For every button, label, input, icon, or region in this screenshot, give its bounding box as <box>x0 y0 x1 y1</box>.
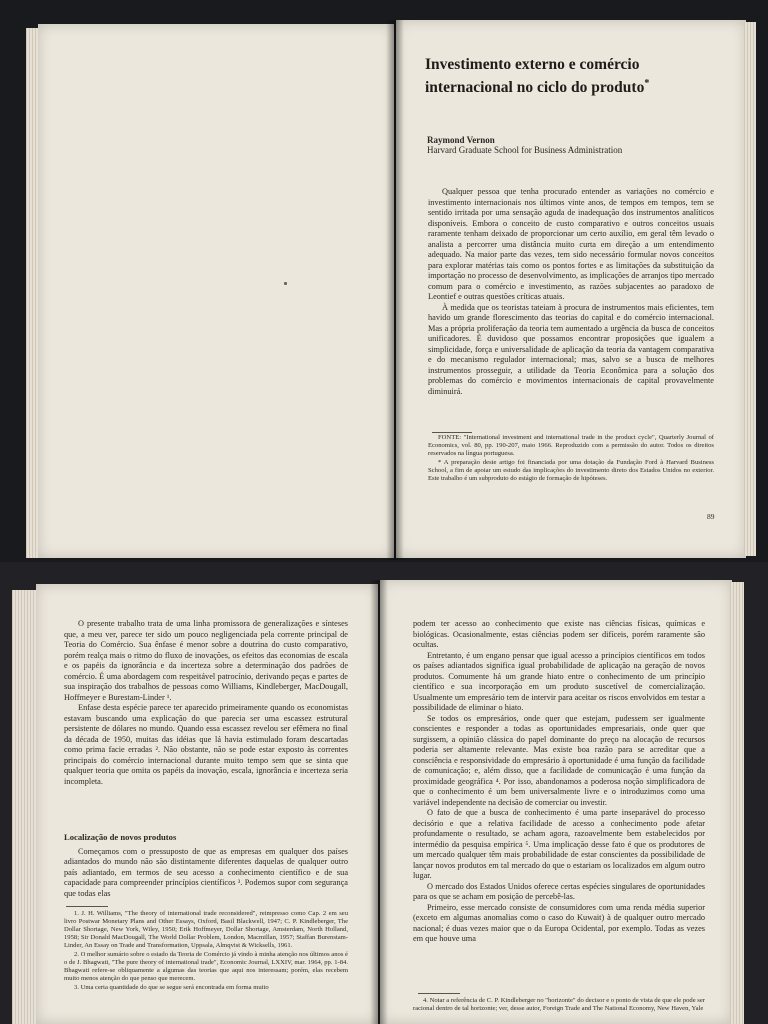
paragraph: Enfase desta espécie parece ter aparecido primeiramente quando os economistas estavam buscando uma explicação do que parecia ser uma escassez estrutural persistente de dólares no mundo. Quando essa escassez revelou ser efêmera no final da década de 1950, muitas das idéias que lá havia estimulado foram descartadas como prima facie erradas ². Não obstante, não se pode estar exposto às correntes principais do comércio internacional durante muito tempo sem que se sinta que qualquer teoria que omita os papéis da inovação, escala, ignorância e incerteza seria incompleta. <box>64 703 348 786</box>
paragraph: Qualquer pessoa que tenha procurado entender as variações no comércio e investimento internacionais nos últimos vinte anos, de tempos em tempos, tem se sentido irritada por uma sensação aguda de inadequação dos instrumentos analíticos disponíveis. Embora o conceito de custo comparativo e outros conceitos usuais raramente tenham deixado de proporcionar um certo auxílio, em geral têm levado o analista a percorrer uma distância muito curta em direção a um entendimento adequado. Na maior parte das vezes, tem sido necessário formular novos conceitos para explorar matérias tais como os pontos fortes e as limitações da substituição da importação no processo de desenvolvimento, as implicações de arranjos tipo mercado comum para o comércio e investimento, as razões subjacentes ao paradoxo de Leontief e outras questões críticas atuais. <box>428 187 714 301</box>
paragraph: Primeiro, esse mercado consiste de consumidores com uma renda média superior (exceto em algumas anomalias como o caso do Kuwait) à de qualquer outro mercado nacional; é duas vezes maior que o da Europa Ocidental, por exemplo. Todas as vezes em que houve uma <box>413 902 705 943</box>
footnote-rule <box>66 906 108 907</box>
page-edges-right <box>730 582 744 1024</box>
footnotes-right <box>413 997 705 1023</box>
left-section <box>64 826 348 900</box>
footnote: 4. Notar a referência de C. P. Kindleberger no "horizonte" do decisor e o ponto de vista de que ele pode ser racional dentro de tal horizonte; ver, desse autor, Foreign Trade and The National Economy, New Haven, Yale <box>413 997 705 1012</box>
paragraph: Entretanto, é um engano pensar que igual acesso a princípios científicos em todos os países adiantados significa igual probabilidade de aplicação na geração de novos produtos. Comumente há um grande hiato entre o conhecimento de um princípio científico e sua incorporação em um produto suscetível de comercialização. Usualmente um empresário tem de intervir para aceitar os riscos envolvidos em testar a possibilidade de eliminar o hiato. <box>413 650 705 712</box>
page-edges-left <box>12 590 38 1024</box>
footnote: 3. Uma certa quantidade do que se segue será encontrada em forma muito <box>74 984 269 991</box>
footnote-rule <box>418 993 460 994</box>
footnotes-left <box>64 910 348 1022</box>
author-name: Raymond Vernon <box>427 135 495 145</box>
paragraph: O presente trabalho trata de uma linha promissora de generalizações e sínteses que, a meu ver, parece ter sido um pouco negligenciada pela corrente principal de Teoria do Comércio. Sua ênfase é menor sobre a doutrina do custo comparativo, porém realça mais o ritmo do fluxo de inovações, os efeitos das economias de escala e os papéis da ignorância e da incerteza sobre a determinação dos padrões de comércio. É uma abordagem com respeitável patrocínio, derivando peças e partes de sua inspiração dos trabalhos de pessoas como Williams, Kindleberger, MacDougall, Hoffmeyer e Burestam-Linder ¹. <box>64 619 348 702</box>
page-number: 89 <box>707 512 715 521</box>
book-gutter <box>386 20 404 560</box>
book-gutter <box>370 580 388 1024</box>
footnote: 1. J. H. Williams, "The theory of international trade reconsidered", reimpresso como Cap. 2 em seu livro Postwar Monetary Plans and Other Essays, Oxford, Basil Blackwell, 1947; C. P. Kindleberger, The Dollar Shortage, New York, Wiley, 1950; Erik Hoffmeyer, Dollar Shortage, Amsterdam, North Holland, 1958; Sir Donald MacDougall, The World Dollar Problem, London, Macmillan, 1957; Staffan Burenstam-Linder, An Essay on Trade and Transformation, Uppsala, Almqvist & Wicksells, 1961. <box>64 910 348 949</box>
footnotes-top <box>428 434 714 506</box>
footnote: 2. O melhor sumário sobre o estado da Teoria de Comércio já vindo à minha atenção nos últimos anos é o de J. Bhagwati, "The pure theory of international trade", Economic Journal, LXXIV, mar. 1964, pp. 1-84. Bhagwati refere-se obliquamente a algumas das teorias que aqui nos interessam; porém, elas recebem muito menos atenção do que penso que merecem. <box>64 951 348 982</box>
left-page-blank <box>38 24 394 558</box>
paragraph: podem ter acesso ao conhecimento que existe nas ciências físicas, químicas e biológicas. Ocasionalmente, estas ciências podem ser difíceis, porém raramente são ocultas. <box>413 619 705 649</box>
article-title: Investimento externo e comércio internacional no ciclo do produto* <box>425 56 650 97</box>
page-speck <box>284 282 287 285</box>
author-affiliation: Harvard Graduate School for Business Administration <box>427 145 623 155</box>
paragraph: Começamos com o pressuposto de que as empresas em qualquer dos países adiantados do mundo não são distintamente diferentes daquelas de qualquer outro país adiantado, em termos de seu acesso a conhecimento científico e de sua capacidade para compreender princípios científicos ³. Podemos supor com segurança que todas elas <box>64 846 348 898</box>
paragraph: O mercado dos Estados Unidos oferece certas espécies singulares de oportunidades para os que se acham em posição de percebê-las. <box>413 881 705 901</box>
article-body-top <box>428 187 714 425</box>
paragraph: O fato de que a busca de conhecimento é uma parte inseparável do processo decisório e que a relativa facilidade de acesso a conhecimento pode afetar profundamente o resultado, se acham agora, razoavelmente bem estabelecidos por intermédio da pesquisa empírica ⁵. Uma implicação desse fato é que os produtores de um mercado qualquer têm mais probabilidade de estar conscientes da possibilidade de lançar novos produtos em tal mercado do que o estariam os localizados em algum outro lugar. <box>413 808 705 880</box>
left-body-text <box>64 619 348 825</box>
section-heading: Localização de novos produtos <box>64 832 177 842</box>
page-edges-right <box>744 22 756 556</box>
right-body-text <box>413 619 705 989</box>
footnote: FONTE: "International investment and international trade in the product cycle", Quarterly Journal of Economics, vol. 80, pp. 190-207, maio 1966. Reproduzido com a permissão do autor. Todos os direitos reservados na língua portuguesa. <box>428 434 714 457</box>
paragraph: À medida que os teoristas tateiam à procura de instrumentos mais eficientes, tem havido um grande florescimento das teorias do capital e do comércio internacional. Mas a própria proliferação da teoria tem aumentado a urgência da busca de conceitos unificadores. É duvidoso que possamos encontrar proposições que igualem a simplicidade, força e universalidade de aplicação da teoria da vantagem comparativa e do mecanismo regulador internacional; mas, salvo se a busca de melhores instrumentos prosseguir, a utilidade da Teoria Econômica para a solução dos problemas do comércio e movimentos internacionais de capital provavelmente diminuirá. <box>428 302 714 396</box>
paragraph: Se todos os empresários, onde quer que estejam, pudessem ser igualmente conscientes e responder a todas as oportunidades empresariais, onde quer que surgissem, a opinião clássica do papel dominante do preço na alocação de recursos poderia ser altamente relevante. Mas existe boa razão para se acreditar que a consciência e responsividade do empresário à oportunidade é uma função da facilidade de comunicação; e, além disso, que a facilidade de comunicação é uma função da proximidade geográfica ⁴. Por isso, abandonamos a poderosa noção simplificadora de que o conhecimento é um bem universalmente livre e o introduzimos como uma variável independente na decisão de comerciar ou investir. <box>413 713 705 807</box>
footnote-rule <box>432 432 472 433</box>
footnote: * A preparação deste artigo foi financiada por uma dotação da Fundação Ford à Harvard Business School, a fim de apoiar um estudo das implicações do investimento direto dos Estados Unidos no exterior. Este trabalho é um subproduto do estágio de formação de hipóteses. <box>428 459 714 482</box>
